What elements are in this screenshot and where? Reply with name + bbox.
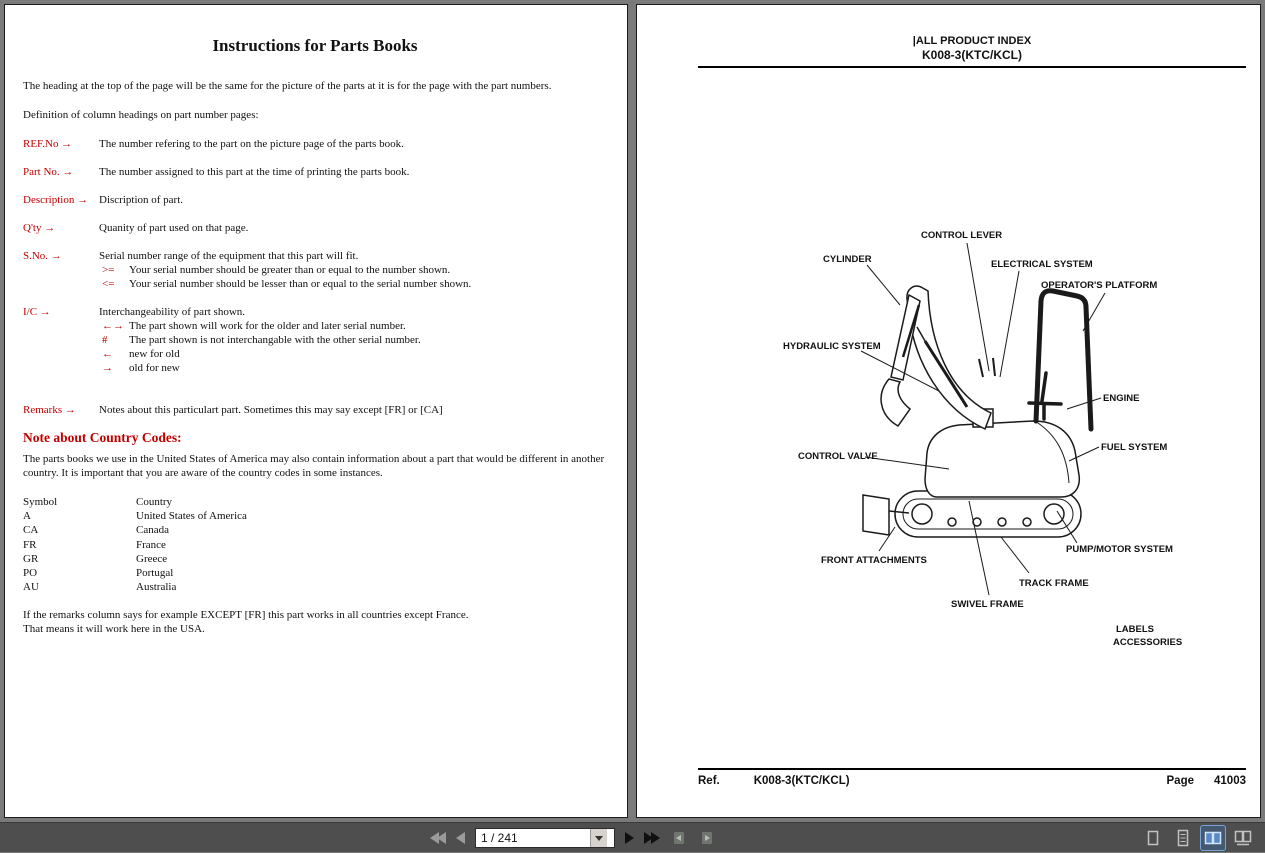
closing-paragraph [23, 608, 607, 636]
page-dropdown-button[interactable] [590, 829, 607, 847]
excavator-diagram [637, 5, 1260, 819]
intro-paragraph: The heading at the top of the page will be the same for the picture of the parts at it is for the page with the part numbers. [23, 80, 552, 92]
table-row [23, 552, 607, 566]
row-label: Part No. → [23, 166, 74, 178]
dozer-blade [863, 495, 889, 535]
leader-track-frame [1001, 537, 1029, 573]
column-header-symbol: Symbol [23, 496, 58, 508]
page-right [636, 4, 1261, 818]
sno-sub-gte [99, 263, 607, 277]
row-label: I/C → [23, 306, 51, 318]
row-desc: The number assigned to this part at the time of printing the parts book. [99, 166, 410, 178]
sub-text: The part shown will work for the older and later serial number. [129, 320, 406, 332]
sno-sub-lte [99, 277, 607, 291]
page-indicator [475, 828, 615, 848]
table-row [23, 509, 607, 523]
page-title: Instructions for Parts Books [212, 36, 418, 55]
footer-ref [698, 775, 850, 787]
column-header-country: Country [136, 496, 173, 508]
table-row [23, 523, 607, 537]
definition-row-refno [23, 137, 607, 151]
cell-country: France [136, 538, 166, 551]
footer-ref-value: K008-3(KTC/KCL) [753, 775, 850, 787]
cell-symbol: FR [23, 538, 37, 551]
diagram-label-hydraulic-system: HYDRAULIC SYSTEM [783, 341, 881, 352]
cell-symbol: PO [23, 567, 38, 580]
first-page-icon [437, 832, 446, 844]
country-codes-heading: Note about Country Codes: [23, 430, 182, 445]
next-view-button[interactable] [698, 829, 716, 847]
cell-symbol: AU [23, 581, 39, 594]
single-page-view-icon [1144, 829, 1162, 847]
cell-country: Australia [136, 581, 177, 594]
row-desc: Quanity of part used on that page. [99, 222, 249, 234]
sub-text: Your serial number should be greater than or equal to the number shown. [129, 264, 451, 276]
page-left [4, 4, 628, 818]
ic-sub-old-for-new [99, 361, 607, 375]
last-page-icon [651, 832, 660, 844]
previous-page-button[interactable] [456, 832, 465, 844]
row-desc: Discription of part. [99, 194, 184, 206]
diagram-label-operators-platform: OPERATOR'S PLATFORM [1041, 280, 1158, 291]
cell-country: Greece [136, 552, 168, 565]
cell-symbol: GR [23, 552, 39, 565]
next-view-icon [698, 829, 716, 847]
previous-view-button[interactable] [670, 829, 688, 847]
sub-symbol: <= [102, 278, 115, 290]
two-page-view-button[interactable] [1201, 826, 1225, 850]
two-page-continuous-view-icon [1233, 829, 1253, 847]
sub-text: The part shown is not interchangable with the other serial number. [129, 334, 421, 346]
sub-symbol: ← [102, 348, 113, 360]
sub-text: Your serial number should be lesser than or equal to the serial number shown. [129, 278, 472, 290]
definition-row-qty [23, 221, 607, 235]
cell-country: United States of America [136, 510, 247, 523]
row-label: Q'ty → [23, 222, 56, 234]
page-footer [698, 768, 1246, 787]
country-codes-paragraph: The parts books we use in the United States of America may also contain information about a part that would be different in another country. It is important that you are aware of the country codes in some instances. [23, 453, 605, 479]
footer-page-label: Page [1166, 775, 1195, 787]
diagram-label-cylinder: CYLINDER [823, 254, 872, 265]
last-page-button[interactable] [644, 832, 660, 844]
definition-row-ic [23, 305, 607, 375]
row-label: S.No. → [23, 250, 62, 262]
country-codes-table [23, 495, 607, 594]
definition-row-partno [23, 165, 607, 179]
definitions-heading: Definition of column headings on part number pages: [23, 109, 259, 121]
sub-symbol: ←→ [102, 320, 124, 332]
leader-electrical-system [1000, 271, 1019, 377]
sub-symbol: # [102, 334, 108, 346]
previous-view-icon [670, 829, 688, 847]
diagram-label-control-lever: CONTROL LEVER [921, 230, 1003, 241]
ic-sub-hash [99, 333, 607, 347]
chevron-down-icon [595, 836, 603, 841]
footer-ref-label: Ref. [698, 775, 720, 787]
row-desc-text: Interchangeability of part shown. [99, 306, 246, 318]
single-page-view-button[interactable] [1141, 826, 1165, 850]
next-page-button[interactable] [625, 832, 634, 844]
leader-cylinder [867, 265, 900, 305]
header-line-2: K008-3(KTC/KCL) [921, 48, 1022, 62]
diagram-label-pump-motor-system: PUMP/MOTOR SYSTEM [1066, 544, 1173, 555]
diagram-label-accessories: ACCESSORIES [1113, 637, 1183, 648]
row-desc [99, 305, 607, 375]
two-page-view-icon [1203, 829, 1223, 847]
diagram-label-swivel-frame: SWIVEL FRAME [951, 599, 1024, 610]
header-line-1: |ALL PRODUCT INDEX [912, 35, 1032, 47]
two-page-continuous-view-button[interactable] [1231, 826, 1255, 850]
table-row [23, 566, 607, 580]
cell-symbol: A [23, 510, 31, 523]
track-outline [895, 491, 1081, 537]
cell-symbol: CA [23, 524, 39, 537]
row-label: Remarks → [23, 404, 76, 416]
ic-sub-both [99, 319, 607, 333]
view-mode-group [1141, 823, 1255, 853]
bucket [881, 379, 910, 426]
sub-symbol: >= [102, 264, 115, 276]
row-label: Description → [23, 194, 89, 206]
definition-row-sno [23, 249, 607, 291]
row-desc-text: Serial number range of the equipment that this part will fit. [99, 250, 359, 262]
diagram-label-fuel-system: FUEL SYSTEM [1101, 442, 1168, 453]
cell-country: Canada [136, 524, 169, 537]
page-navigation-group [430, 823, 716, 853]
row-label: REF.No → [23, 138, 73, 150]
definition-row-description [23, 193, 607, 207]
footer-page-value: 41003 [1214, 775, 1246, 787]
previous-page-icon [456, 832, 465, 844]
continuous-view-button[interactable] [1171, 826, 1195, 850]
left-page-content [5, 5, 627, 636]
row-desc [99, 249, 607, 291]
next-page-icon [625, 832, 634, 844]
continuous-view-icon [1174, 829, 1192, 847]
diagram-label-electrical-system: ELECTRICAL SYSTEM [991, 259, 1093, 270]
row-desc: The number refering to the part on the picture page of the parts book. [99, 138, 404, 150]
excavator-drawing [863, 286, 1091, 537]
footer-page [1167, 775, 1246, 787]
swivel-body [925, 421, 1079, 497]
diagram-label-track-frame: TRACK FRAME [1019, 578, 1089, 589]
definition-row-remarks [23, 403, 607, 417]
first-page-button[interactable] [430, 832, 446, 844]
pdf-viewer-toolbar [0, 822, 1265, 852]
diagram-label-engine: ENGINE [1103, 393, 1140, 404]
table-row [23, 580, 607, 594]
diagram-label-labels: LABELS [1116, 624, 1154, 635]
table-header-row [23, 495, 607, 509]
page-number-input[interactable] [476, 830, 590, 846]
diagram-label-control-valve: CONTROL VALVE [798, 451, 878, 462]
diagram-label-front-attachments: FRONT ATTACHMENTS [821, 555, 927, 566]
operator-seat [1029, 373, 1061, 419]
sub-text: new for old [129, 348, 180, 360]
row-desc: Notes about this particulart part. Sometimes this may say except [FR] or [CA] [99, 404, 443, 416]
cell-country: Portugal [136, 567, 174, 580]
closing-line-1: If the remarks column says for example EXCEPT [FR] this part works in all countries except France. [23, 609, 469, 622]
ic-sub-new-for-old [99, 347, 607, 361]
leader-control-lever [967, 243, 989, 371]
sub-symbol: → [102, 362, 113, 374]
table-row [23, 538, 607, 552]
leader-engine [1067, 398, 1101, 409]
closing-line-2: That means it will work here in the USA. [23, 623, 205, 636]
sub-text: old for new [129, 362, 180, 374]
